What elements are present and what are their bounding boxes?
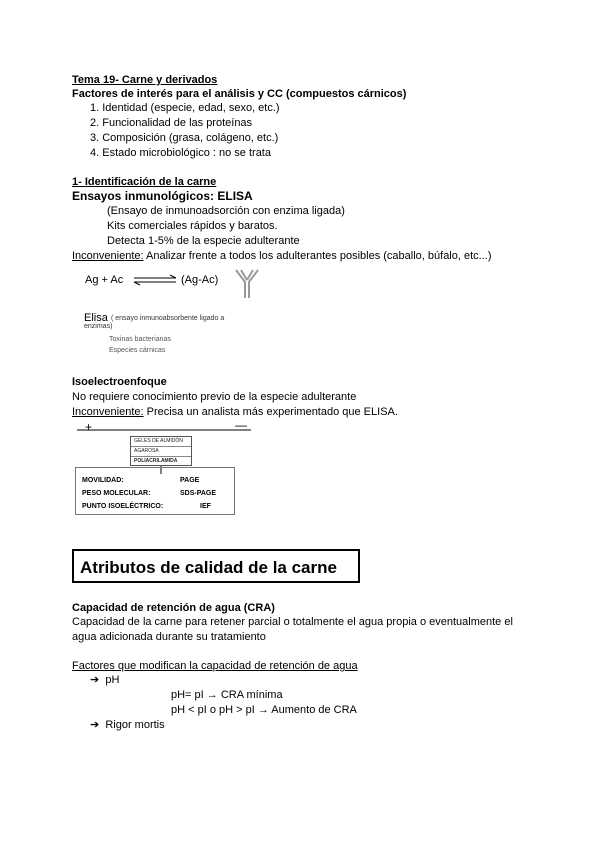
elisa-paren: ( ensayo inmunoabsorbente ligado a	[111, 315, 225, 322]
gel-layer: POLIACRILAMIDA	[131, 456, 191, 466]
inconveniente-text: Analizar frente a todos los adulterantes posibles (caballo, búfalo, etc...)	[143, 250, 492, 262]
elisa-word: Elisa	[84, 312, 108, 324]
equilibrium-arrow-icon	[132, 274, 178, 286]
gel-row-label: MOVILIDAD:	[82, 477, 124, 484]
equation-left: Ag + Ac	[85, 274, 124, 286]
factor-item: 2. Funcionalidad de las proteínas	[90, 117, 253, 129]
gel-layer: AGAROSA	[131, 446, 191, 456]
antibody-icon	[232, 268, 262, 300]
topic-title: Tema 19- Carne y derivados	[72, 74, 218, 86]
ief-line: No requiere conocimiento previo de la especie adulterante	[72, 391, 357, 403]
section-title: Atributos de calidad de la carne	[80, 558, 337, 577]
cra-line: Capacidad de la carne para retener parcial o totalmente el agua propia o eventualmente el	[72, 616, 513, 628]
factor-item: 3. Composición (grasa, colágeno, etc.)	[90, 132, 279, 144]
gel-layer: GELES DE ALMIDÓN	[134, 438, 183, 444]
plus-sign: +	[85, 420, 93, 434]
ph-line: pH= pI → CRA mínima	[171, 689, 283, 701]
inconveniente-line	[72, 249, 492, 263]
inconveniente-label: Inconveniente:	[72, 250, 144, 262]
factors-title: Factores de interés para el análisis y CC (compuestos cárnicos)	[72, 88, 407, 100]
elisa-line: Detecta 1-5% de la especie adulterante	[107, 235, 300, 247]
arrow-bullet-icon: ➔	[90, 674, 100, 686]
ief-inconveniente-line	[72, 405, 398, 419]
electrode-bar	[75, 420, 255, 436]
gel-row-value: PAGE	[180, 477, 200, 484]
bullet-item	[90, 718, 165, 732]
gel-row-label: PUNTO ISOELÉCTRICO:	[82, 503, 164, 510]
elisa-paren: enzimas)	[84, 323, 113, 330]
gel-row-value: IEF	[200, 503, 211, 510]
bullet-text: Rigor mortis	[105, 719, 165, 731]
section-title-box	[72, 549, 360, 583]
gel-layers	[130, 436, 192, 466]
elisa-use: Especies cárnicas	[109, 347, 166, 354]
cra-title: Capacidad de retención de agua (CRA)	[72, 602, 275, 614]
inconveniente-text: Precisa un analista más experimentado que ELISA.	[143, 406, 398, 418]
bullet-item	[90, 673, 119, 687]
cra-line: agua adicionada durante su tratamiento	[72, 631, 266, 643]
ief-title: Isoelectroenfoque	[72, 376, 167, 388]
factor-item: 1. Identidad (especie, edad, sexo, etc.)	[90, 102, 280, 114]
arrow-bullet-icon: ➔	[90, 719, 100, 731]
elisa-use: Toxinas bacterianas	[109, 336, 171, 343]
elisa-line: (Ensayo de inmunoadsorción con enzima ligada)	[107, 205, 345, 217]
gel-row-label: PESO MOLECULAR:	[82, 490, 151, 497]
gel-row-value: SDS-PAGE	[180, 490, 217, 497]
section-heading: 1- Identificación de la carne	[72, 176, 217, 188]
elisa-title: Ensayos inmunológicos: ELISA	[72, 189, 253, 203]
elisa-line: Kits comerciales rápidos y baratos.	[107, 220, 278, 232]
minus-sign: —	[235, 418, 247, 432]
factors-heading: Factores que modifican la capacidad de retención de agua	[72, 660, 358, 672]
ph-line: pH < pI o pH > pI → Aumento de CRA	[171, 704, 357, 716]
factor-item: 4. Estado microbiológico : no se trata	[90, 147, 271, 159]
equation-right: (Ag-Ac)	[181, 274, 219, 286]
bullet-text: pH	[105, 674, 120, 686]
inconveniente-label: Inconveniente:	[72, 406, 144, 418]
